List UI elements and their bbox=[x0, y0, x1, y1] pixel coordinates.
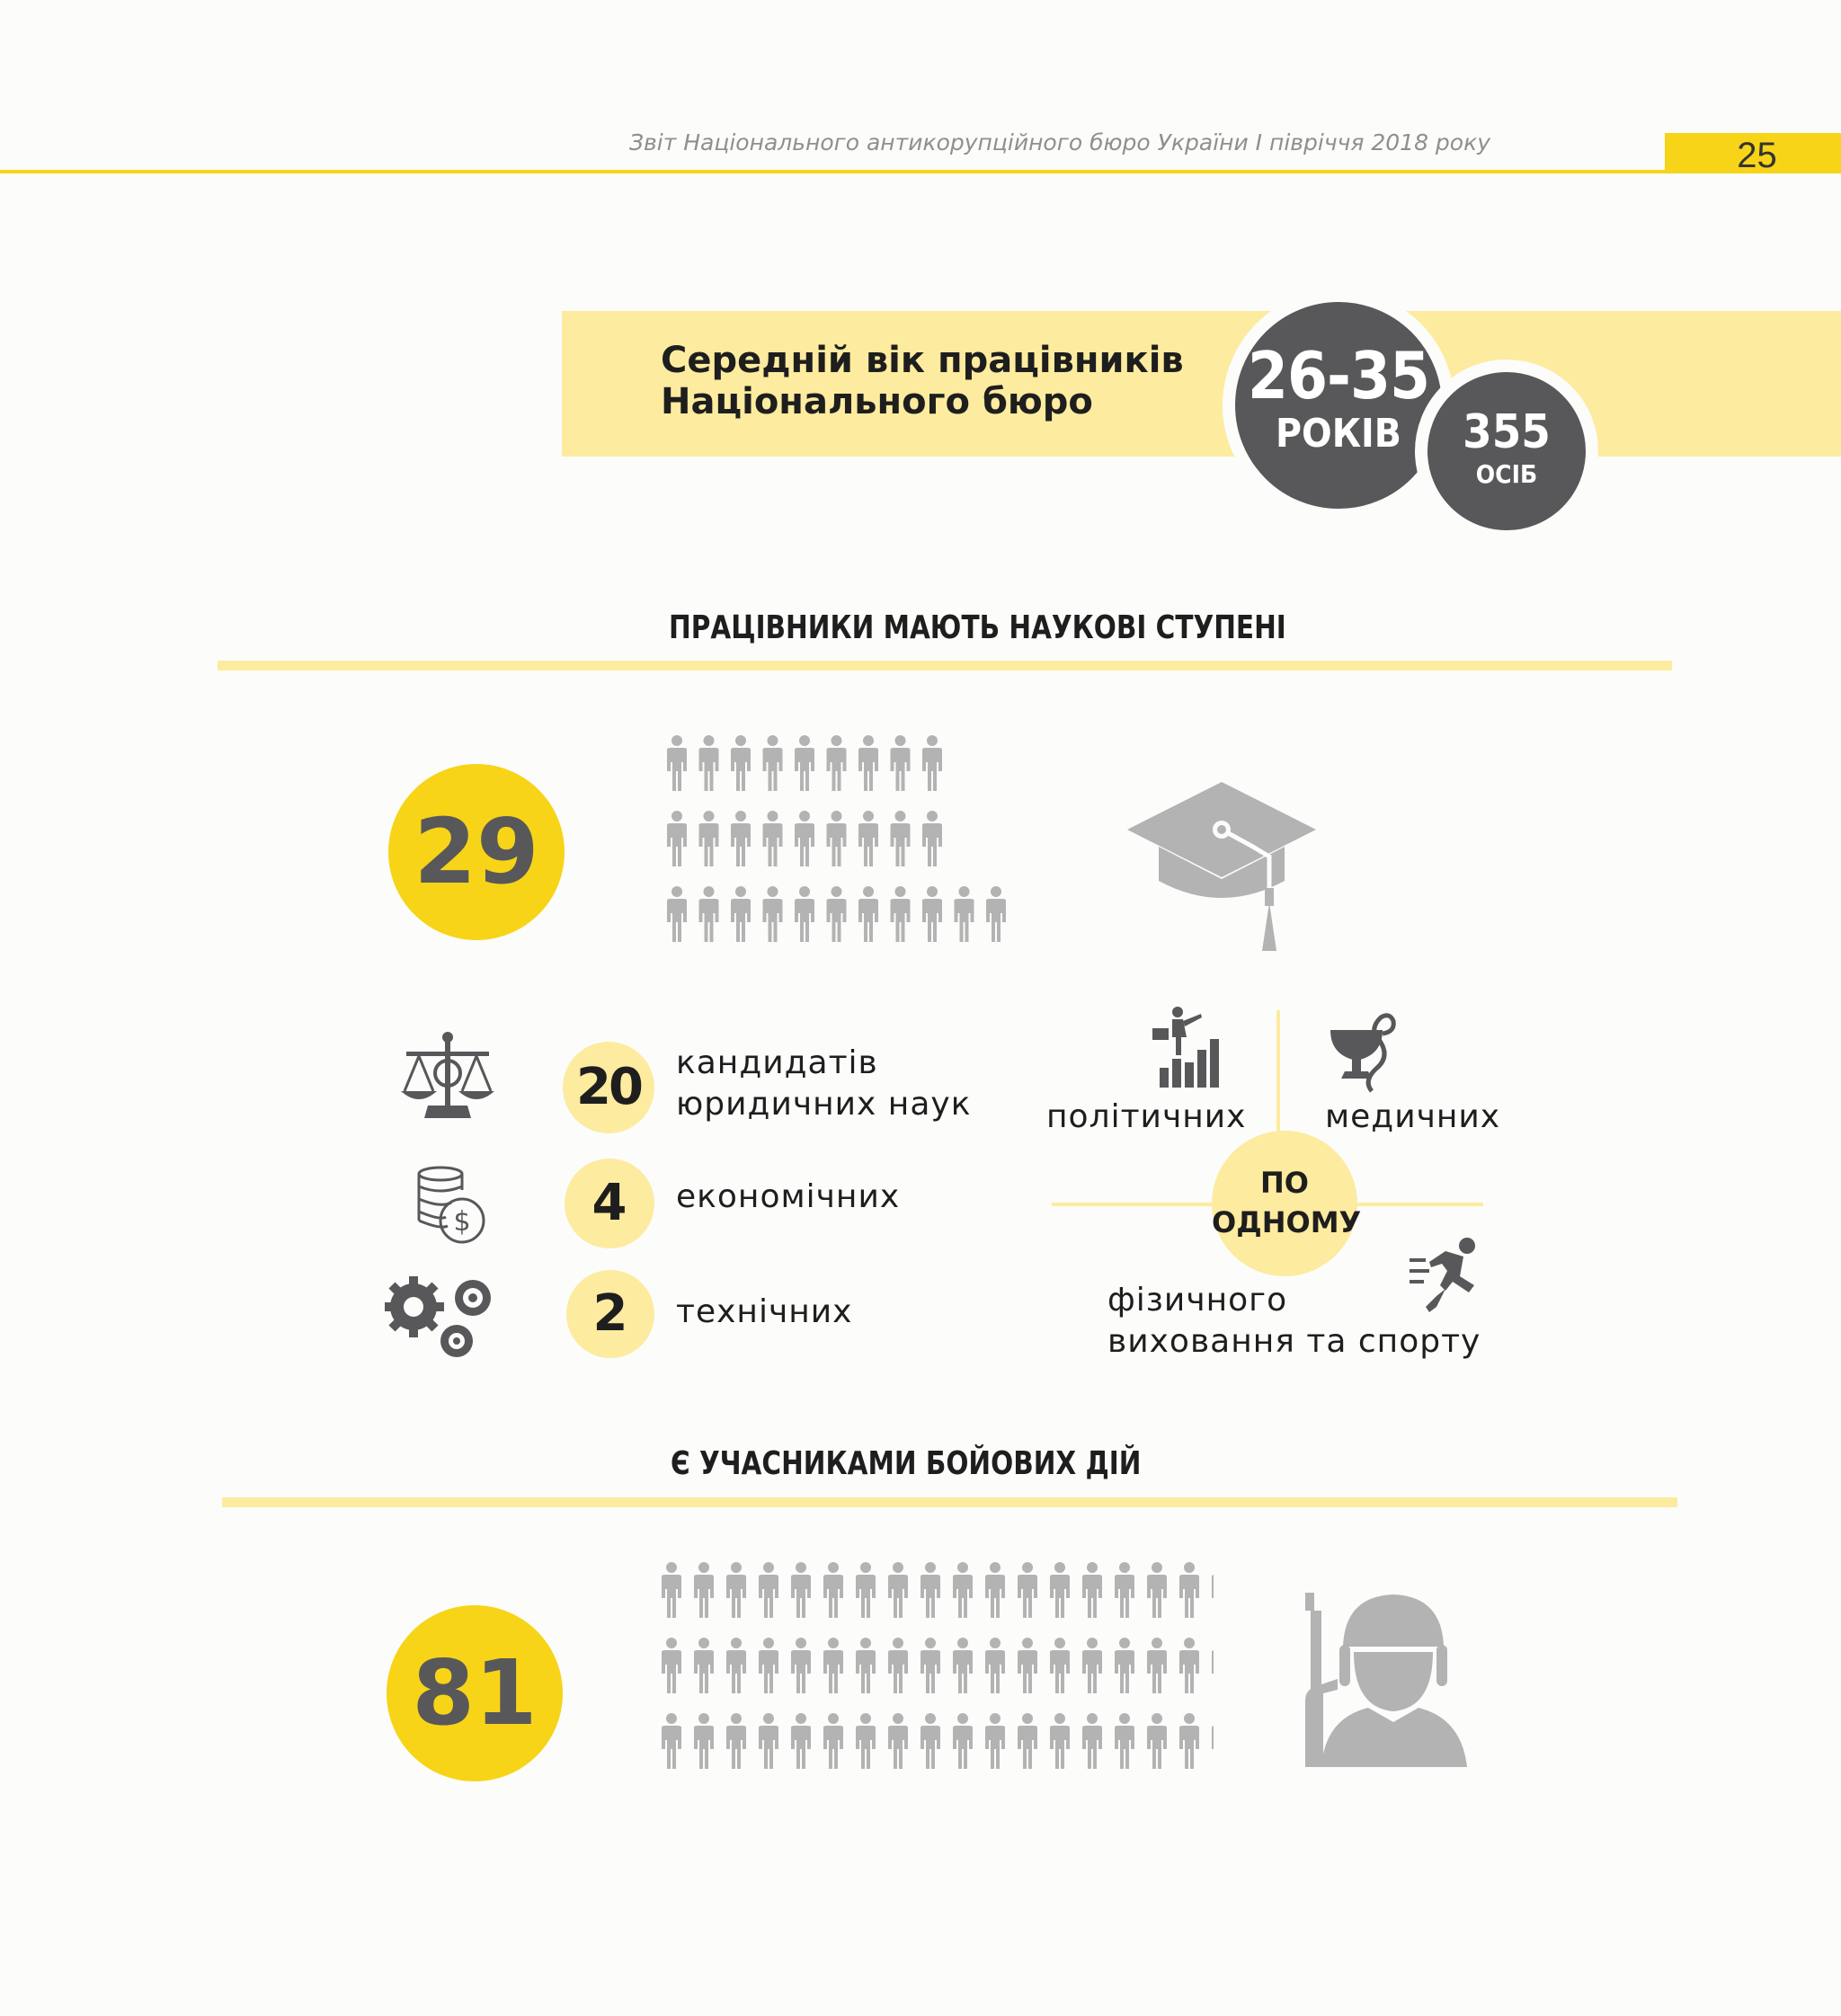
person-figure bbox=[662, 1713, 681, 1769]
one-each-circle bbox=[1212, 1131, 1362, 1276]
person-figure bbox=[1147, 1638, 1167, 1693]
person-figure bbox=[726, 1562, 746, 1618]
person-figure bbox=[888, 1562, 908, 1618]
caduceus-bowl-icon bbox=[1327, 1010, 1399, 1093]
person-figure bbox=[1179, 1638, 1199, 1693]
person-figure bbox=[791, 1562, 811, 1618]
person-figure bbox=[888, 1713, 908, 1769]
person-figure bbox=[726, 1638, 746, 1693]
person-figure bbox=[1147, 1562, 1167, 1618]
person-figure bbox=[1147, 1713, 1167, 1769]
person-figure bbox=[823, 1713, 843, 1769]
person-figure bbox=[667, 735, 687, 791]
person-figure bbox=[858, 886, 878, 942]
combat-total-circle: 81 bbox=[387, 1605, 563, 1781]
one-each-line2: ОДНОМУ bbox=[1212, 1205, 1362, 1239]
svg-text:$: $ bbox=[453, 1206, 471, 1238]
person-figure bbox=[763, 886, 783, 942]
people-grid-29 bbox=[665, 735, 1079, 969]
average-age-title bbox=[661, 340, 1236, 422]
person-figure bbox=[922, 811, 942, 866]
person-figure bbox=[920, 1713, 940, 1769]
person-figure bbox=[1212, 1562, 1214, 1618]
person-figure bbox=[891, 811, 911, 866]
person-figure bbox=[694, 1638, 714, 1693]
person-figure bbox=[891, 886, 911, 942]
person-figure bbox=[823, 1638, 843, 1693]
age-range-value: 26-35 bbox=[1247, 338, 1430, 413]
person-figure bbox=[1018, 1562, 1037, 1618]
graduation-cap-icon bbox=[1125, 780, 1318, 953]
person-figure bbox=[694, 1562, 714, 1618]
soldier-headset-icon bbox=[1303, 1593, 1469, 1767]
economic-label: економічних bbox=[676, 1178, 901, 1215]
person-figure bbox=[667, 811, 687, 866]
person-figure bbox=[823, 1562, 843, 1618]
person-figure bbox=[856, 1638, 876, 1693]
one-each-vertical-line bbox=[1276, 1010, 1280, 1132]
person-figure bbox=[694, 1713, 714, 1769]
person-figure bbox=[827, 735, 847, 791]
person-figure bbox=[699, 886, 719, 942]
person-figure bbox=[795, 735, 814, 791]
person-figure bbox=[759, 1562, 778, 1618]
person-figure bbox=[1050, 1713, 1070, 1769]
law-candidates-count: 20 bbox=[563, 1042, 654, 1133]
medical-label: медичних bbox=[1325, 1098, 1501, 1135]
person-figure bbox=[699, 811, 719, 866]
person-figure bbox=[759, 1638, 778, 1693]
sport-label-line2: виховання та спорту bbox=[1107, 1323, 1481, 1360]
technical-label: технічних bbox=[676, 1293, 853, 1330]
person-figure bbox=[891, 735, 911, 791]
person-figure bbox=[1115, 1562, 1134, 1618]
person-figure bbox=[791, 1638, 811, 1693]
person-figure bbox=[726, 1713, 746, 1769]
person-figure bbox=[1115, 1638, 1134, 1693]
person-figure bbox=[856, 1562, 876, 1618]
person-figure bbox=[858, 811, 878, 866]
person-figure bbox=[953, 1713, 973, 1769]
law-candidates-label bbox=[676, 1043, 971, 1125]
age-range-unit: РОКІВ bbox=[1276, 411, 1401, 457]
age-range-circle bbox=[1223, 289, 1454, 521]
combat-section-rule bbox=[222, 1497, 1677, 1507]
person-figure bbox=[1050, 1562, 1070, 1618]
one-each-line1: ПО bbox=[1260, 1166, 1309, 1200]
person-figure bbox=[920, 1562, 940, 1618]
person-figure bbox=[827, 811, 847, 866]
person-figure bbox=[856, 1713, 876, 1769]
combat-section-title: Є УЧАСНИКАМИ БОЙОВИХ ДІЙ bbox=[671, 1445, 1142, 1482]
person-figure bbox=[1050, 1638, 1070, 1693]
person-figure bbox=[920, 1638, 940, 1693]
law-candidates-label-line2: юридичних наук bbox=[676, 1086, 972, 1123]
person-figure bbox=[699, 735, 719, 791]
person-figure bbox=[1082, 1638, 1102, 1693]
people-count-unit: ОСІБ bbox=[1475, 459, 1538, 489]
person-figure bbox=[922, 735, 942, 791]
person-figure bbox=[986, 886, 1006, 942]
law-candidates-label-line1: кандидатів bbox=[676, 1044, 878, 1081]
political-label: політичних bbox=[1046, 1098, 1247, 1135]
person-figure bbox=[1179, 1713, 1199, 1769]
person-figure bbox=[1179, 1562, 1199, 1618]
gears-icon bbox=[385, 1274, 496, 1363]
person-figure bbox=[1082, 1713, 1102, 1769]
person-figure bbox=[888, 1638, 908, 1693]
political-chart-person-icon bbox=[1151, 1007, 1223, 1089]
person-figure bbox=[667, 886, 687, 942]
technical-count: 2 bbox=[566, 1270, 654, 1358]
degrees-section-title: ПРАЦІВНИКИ МАЮТЬ НАУКОВІ СТУПЕНІ bbox=[669, 609, 1286, 646]
people-grid-81 bbox=[660, 1562, 1214, 1796]
person-figure bbox=[953, 1638, 973, 1693]
person-figure bbox=[953, 1562, 973, 1618]
person-figure bbox=[1082, 1562, 1102, 1618]
economic-count: 4 bbox=[565, 1159, 654, 1248]
average-age-title-line1: Середній вік працівників bbox=[661, 340, 1184, 381]
person-figure bbox=[763, 735, 783, 791]
person-figure bbox=[858, 735, 878, 791]
person-figure bbox=[731, 886, 751, 942]
people-count-value: 355 bbox=[1463, 405, 1551, 459]
person-figure bbox=[1115, 1713, 1134, 1769]
person-figure bbox=[985, 1638, 1005, 1693]
page-number: 25 bbox=[1737, 136, 1777, 175]
person-figure bbox=[795, 886, 814, 942]
person-figure bbox=[662, 1562, 681, 1618]
sport-label-line1: фізичного bbox=[1107, 1282, 1288, 1319]
header-rule bbox=[0, 170, 1841, 173]
degrees-section-rule bbox=[218, 661, 1672, 671]
person-figure bbox=[795, 811, 814, 866]
average-age-title-line2: Національного бюро bbox=[661, 381, 1093, 422]
person-figure bbox=[791, 1713, 811, 1769]
person-figure bbox=[922, 886, 942, 942]
person-figure bbox=[763, 811, 783, 866]
person-figure bbox=[759, 1713, 778, 1769]
coins-dollar-icon bbox=[406, 1165, 487, 1246]
scales-icon bbox=[397, 1030, 498, 1125]
report-title: Звіт Національного антикорупційного бюро України І півріччя 2018 року bbox=[629, 129, 1490, 155]
person-figure bbox=[1018, 1638, 1037, 1693]
person-figure bbox=[1212, 1713, 1214, 1769]
person-figure bbox=[827, 886, 847, 942]
degrees-total-circle: 29 bbox=[388, 764, 565, 940]
person-figure bbox=[662, 1638, 681, 1693]
people-count-circle bbox=[1415, 360, 1598, 543]
person-figure bbox=[1018, 1713, 1037, 1769]
person-figure bbox=[985, 1562, 1005, 1618]
person-figure bbox=[985, 1713, 1005, 1769]
person-figure bbox=[955, 886, 974, 942]
person-figure bbox=[731, 735, 751, 791]
person-figure bbox=[1212, 1638, 1214, 1693]
sport-label bbox=[1107, 1280, 1481, 1363]
person-figure bbox=[731, 811, 751, 866]
